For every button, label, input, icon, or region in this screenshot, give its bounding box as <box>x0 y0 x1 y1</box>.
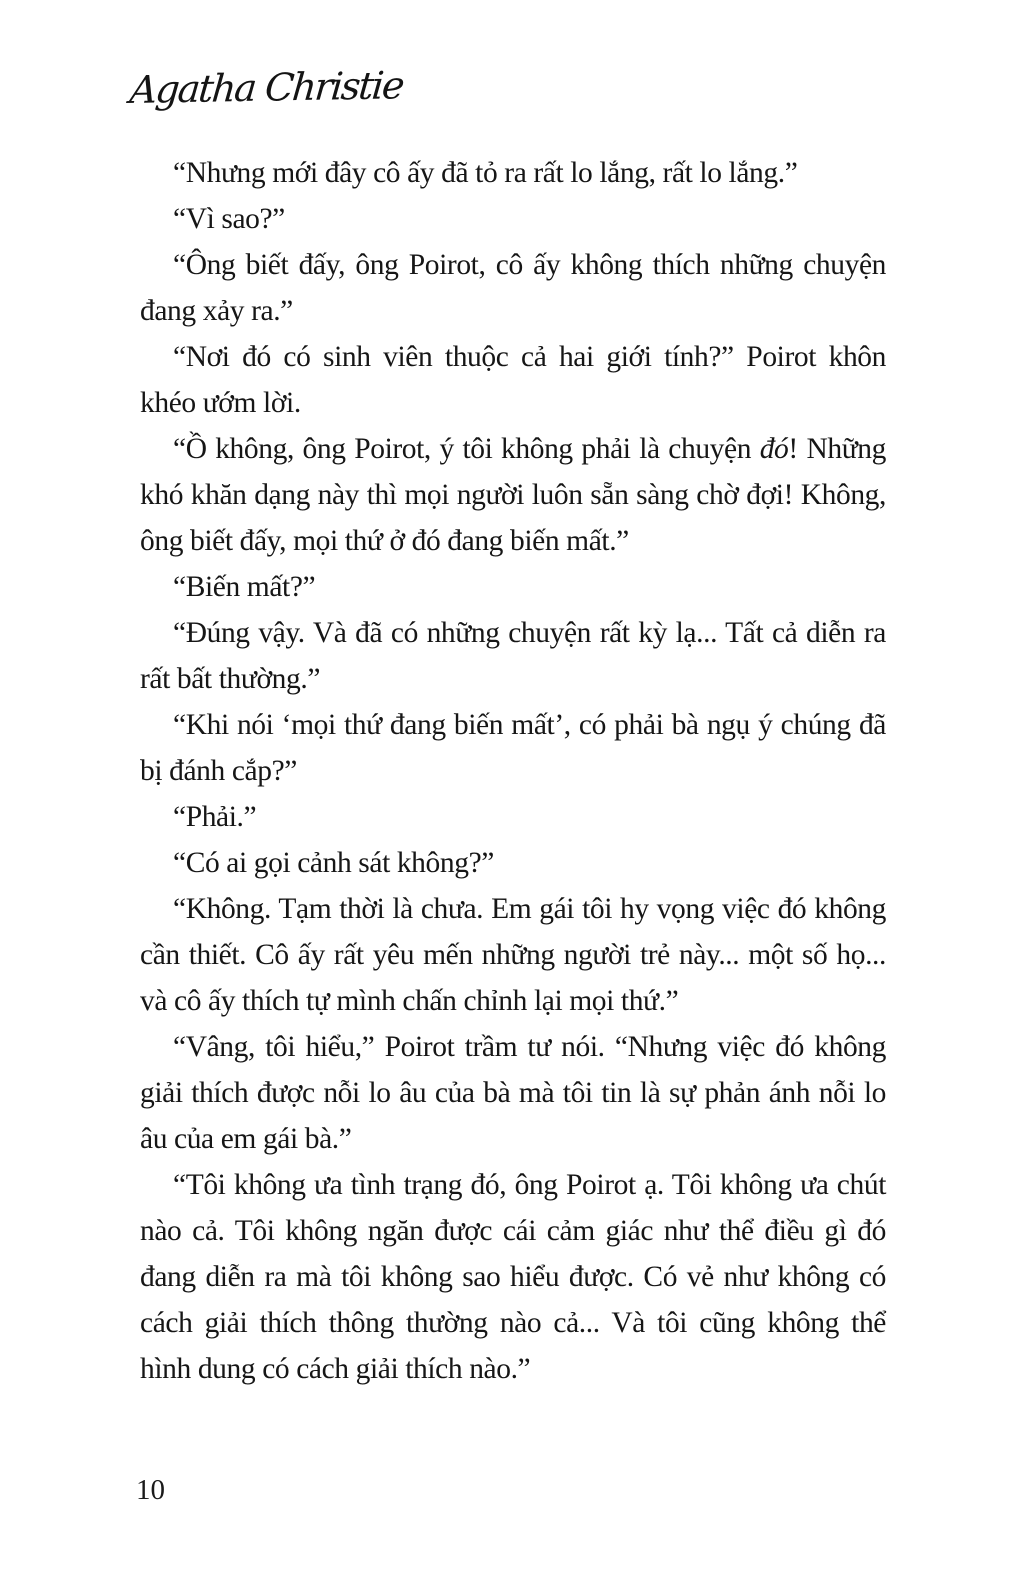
text-run: “Ông biết đấy, ông Poirot, cô ấy không thích những chuyện đang xảy ra.” <box>140 249 886 327</box>
text-run: “Vâng, tôi hiểu,” Poirot trầm tư nói. “Nhưng việc đó không giải thích được nỗi lo âu của bà mà tôi tin là sự phản ánh nỗi lo âu của em gái bà.” <box>140 1031 886 1155</box>
paragraph <box>140 1024 886 1162</box>
text-run: “Ồ không, ông Poirot, ý tôi không phải là chuyện <box>173 433 760 465</box>
paragraph <box>140 840 886 886</box>
paragraph <box>140 794 886 840</box>
paragraph <box>140 1162 886 1392</box>
author-signature: Agatha Christie <box>128 63 405 112</box>
paragraph <box>140 610 886 702</box>
text-run: “Đúng vậy. Và đã có những chuyện rất kỳ lạ... Tất cả diễn ra rất bất thường.” <box>140 617 886 695</box>
paragraph <box>140 196 886 242</box>
text-run: “Có ai gọi cảnh sát không?” <box>173 847 494 879</box>
paragraph <box>140 150 886 196</box>
paragraph <box>140 702 886 794</box>
paragraph <box>140 886 886 1024</box>
text-run: “Không. Tạm thời là chưa. Em gái tôi hy vọng việc đó không cần thiết. Cô ấy rất yêu mến những người trẻ này... một số họ... và cô ấy thích tự mình chấn chỉnh lại mọi thứ.” <box>140 893 886 1017</box>
text-run: “Biến mất?” <box>173 571 316 603</box>
text-run: “Khi nói ‘mọi thứ đang biến mất’, có phải bà ngụ ý chúng đã bị đánh cắp?” <box>140 709 886 787</box>
page-text-block <box>140 150 886 1392</box>
page-number: 10 <box>136 1474 165 1506</box>
paragraph <box>140 426 886 564</box>
text-run: “Phải.” <box>173 801 257 833</box>
paragraph <box>140 334 886 426</box>
text-run: “Nhưng mới đây cô ấy đã tỏ ra rất lo lắng, rất lo lắng.” <box>173 157 798 189</box>
text-run: “Tôi không ưa tình trạng đó, ông Poirot ạ. Tôi không ưa chút nào cả. Tôi không ngăn được cái cảm giác như thể điều gì đó đang diễn ra mà tôi không sao hiểu được. Có vẻ như không có cách giải thích thông thường nào cả... Và tôi cũng không thể hình dung có cách giải thích nào.” <box>140 1169 886 1385</box>
text-run: ! Những khó khăn dạng này thì mọi người luôn sẵn sàng chờ đợi! Không, ông biết đấy, mọi thứ ở đó đang biến mất.” <box>140 433 886 557</box>
paragraph <box>140 242 886 334</box>
paragraph <box>140 564 886 610</box>
text-run: “Nơi đó có sinh viên thuộc cả hai giới tính?” Poirot khôn khéo ướm lời. <box>140 341 886 419</box>
emphasized-text-run: đó <box>759 433 789 465</box>
text-run: “Vì sao?” <box>173 203 285 235</box>
